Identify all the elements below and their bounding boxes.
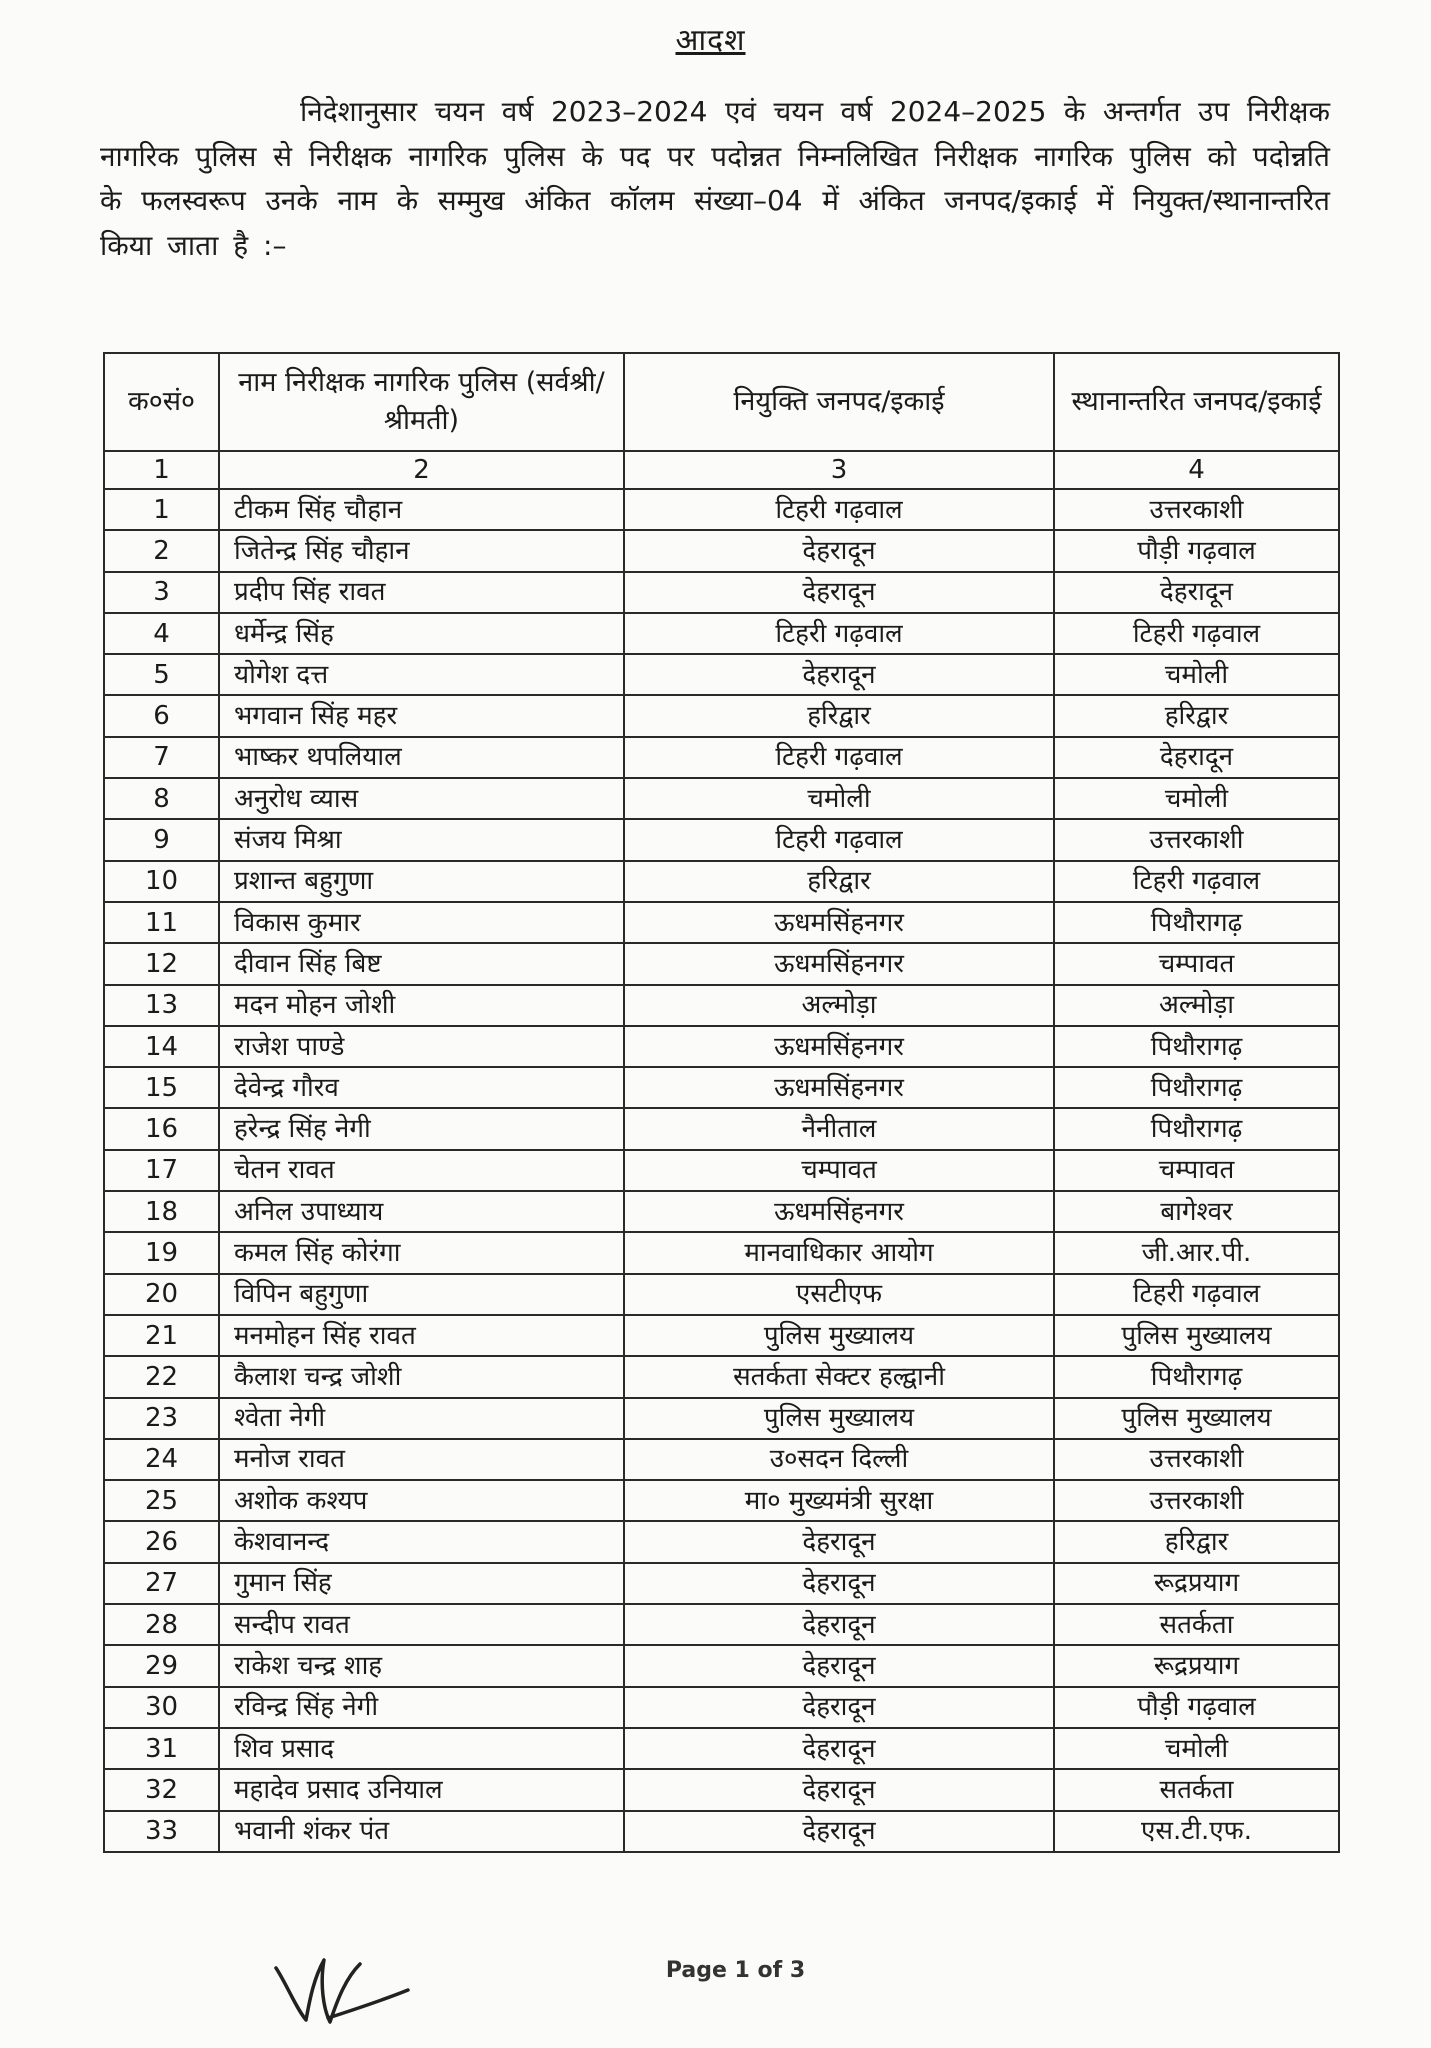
posting-cell: उ०सदन दिल्ली xyxy=(624,1439,1054,1480)
serial-cell: 3 xyxy=(104,572,219,613)
posting-cell: देहरादून xyxy=(624,1521,1054,1562)
serial-cell: 29 xyxy=(104,1645,219,1686)
posting-cell: पुलिस मुख्यालय xyxy=(624,1398,1054,1439)
posting-cell: देहरादून xyxy=(624,572,1054,613)
table-row xyxy=(104,861,1339,902)
name-cell: देवेन्द्र गौरव xyxy=(219,1067,624,1108)
posting-cell: देहरादून xyxy=(624,654,1054,695)
transfer-cell: उत्तरकाशी xyxy=(1054,489,1339,530)
transfer-cell: चमोली xyxy=(1054,654,1339,695)
serial-cell: 12 xyxy=(104,943,219,984)
table-row xyxy=(104,1108,1339,1149)
name-cell: अनुरोध व्यास xyxy=(219,778,624,819)
transfer-cell: सतर्कता xyxy=(1054,1769,1339,1810)
table-header-row xyxy=(104,353,1339,451)
table-row xyxy=(104,530,1339,571)
serial-cell: 13 xyxy=(104,985,219,1026)
column-number: 1 xyxy=(104,451,219,489)
serial-cell: 24 xyxy=(104,1439,219,1480)
posting-cell: ऊधमसिंहनगर xyxy=(624,902,1054,943)
posting-cell: ऊधमसिंहनगर xyxy=(624,943,1054,984)
table-row xyxy=(104,1728,1339,1769)
posting-cell: मानवाधिकार आयोग xyxy=(624,1232,1054,1273)
transfer-cell: रूद्रप्रयाग xyxy=(1054,1563,1339,1604)
transfer-cell: चमोली xyxy=(1054,1728,1339,1769)
serial-cell: 14 xyxy=(104,1026,219,1067)
posting-cell: एसटीएफ xyxy=(624,1274,1054,1315)
column-number-row xyxy=(104,451,1339,489)
name-cell: संजय मिश्रा xyxy=(219,819,624,860)
table-row xyxy=(104,1274,1339,1315)
table-row xyxy=(104,654,1339,695)
transfer-cell: पिथौरागढ़ xyxy=(1054,1067,1339,1108)
name-cell: अशोक कश्यप xyxy=(219,1480,624,1521)
posting-table xyxy=(103,352,1340,1853)
name-cell: जितेन्द्र सिंह चौहान xyxy=(219,530,624,571)
name-cell: मनमोहन सिंह रावत xyxy=(219,1315,624,1356)
posting-cell: हरिद्वार xyxy=(624,695,1054,736)
name-cell: प्रशान्त बहुगुणा xyxy=(219,861,624,902)
transfer-cell: अल्मोड़ा xyxy=(1054,985,1339,1026)
posting-cell: देहरादून xyxy=(624,1769,1054,1810)
serial-cell: 33 xyxy=(104,1811,219,1852)
table-row xyxy=(104,1067,1339,1108)
transfer-cell: हरिद्वार xyxy=(1054,695,1339,736)
serial-cell: 9 xyxy=(104,819,219,860)
serial-cell: 16 xyxy=(104,1108,219,1149)
name-cell: विपिन बहुगुणा xyxy=(219,1274,624,1315)
serial-cell: 10 xyxy=(104,861,219,902)
serial-cell: 19 xyxy=(104,1232,219,1273)
serial-cell: 25 xyxy=(104,1480,219,1521)
order-heading-text: आदश xyxy=(675,23,746,58)
serial-cell: 17 xyxy=(104,1150,219,1191)
table-row xyxy=(104,1150,1339,1191)
serial-cell: 27 xyxy=(104,1563,219,1604)
header-posting: नियुक्ति जनपद/इकाई xyxy=(624,353,1054,451)
posting-cell: टिहरी गढ़वाल xyxy=(624,489,1054,530)
transfer-cell: टिहरी गढ़वाल xyxy=(1054,613,1339,654)
transfer-cell: पिथौरागढ़ xyxy=(1054,1108,1339,1149)
serial-cell: 31 xyxy=(104,1728,219,1769)
posting-cell: टिहरी गढ़वाल xyxy=(624,613,1054,654)
table-body xyxy=(104,489,1339,1852)
name-cell: टीकम सिंह चौहान xyxy=(219,489,624,530)
table-row xyxy=(104,1645,1339,1686)
transfer-cell: हरिद्वार xyxy=(1054,1521,1339,1562)
table-row xyxy=(104,613,1339,654)
serial-cell: 6 xyxy=(104,695,219,736)
posting-cell: हरिद्वार xyxy=(624,861,1054,902)
posting-cell: पुलिस मुख्यालय xyxy=(624,1315,1054,1356)
intro-paragraph xyxy=(100,90,1330,268)
serial-cell: 21 xyxy=(104,1315,219,1356)
intro-text: निदेशानुसार चयन वर्ष 2023–2024 एवं चयन वर्ष 2024–2025 के अन्तर्गत उप निरीक्षक नागरिक पुलिस से निरीक्षक नागरिक पुलिस के पद पर पदोन्नत निम्नलिखित निरीक्षक नागरिक पुलिस को पदोन्नति के फलस्वरूप उनके नाम के सम्मुख अंकित कॉलम संख्या–04 में अंकित जनपद/इकाई में नियुक्त/स्थानान्तरित किया जाता है :– xyxy=(100,95,1330,262)
posting-cell: अल्मोड़ा xyxy=(624,985,1054,1026)
name-cell: महादेव प्रसाद उनियाल xyxy=(219,1769,624,1810)
table-row xyxy=(104,1480,1339,1521)
page-number-text: Page 1 of 3 xyxy=(665,1958,806,1983)
header-transfer: स्थानान्तरित जनपद/इकाई xyxy=(1054,353,1339,451)
serial-cell: 1 xyxy=(104,489,219,530)
transfer-cell: बागेश्वर xyxy=(1054,1191,1339,1232)
order-heading xyxy=(0,18,1431,59)
table-row xyxy=(104,1191,1339,1232)
posting-cell: देहरादून xyxy=(624,1604,1054,1645)
posting-cell: मा० मुख्यमंत्री सुरक्षा xyxy=(624,1480,1054,1521)
transfer-cell: टिहरी गढ़वाल xyxy=(1054,1274,1339,1315)
name-cell: कमल सिंह कोरंगा xyxy=(219,1232,624,1273)
column-number: 3 xyxy=(624,451,1054,489)
name-cell: दीवान सिंह बिष्ट xyxy=(219,943,624,984)
posting-cell: चमोली xyxy=(624,778,1054,819)
name-cell: श्वेता नेगी xyxy=(219,1398,624,1439)
name-cell: भाष्कर थपलियाल xyxy=(219,737,624,778)
table-row xyxy=(104,1026,1339,1067)
header-name: नाम निरीक्षक नागरिक पुलिस (सर्वश्री/श्रीमती) xyxy=(219,353,624,451)
transfer-cell: सतर्कता xyxy=(1054,1604,1339,1645)
serial-cell: 5 xyxy=(104,654,219,695)
table-row xyxy=(104,1398,1339,1439)
transfer-cell: टिहरी गढ़वाल xyxy=(1054,861,1339,902)
name-cell: गुमान सिंह xyxy=(219,1563,624,1604)
transfer-cell: एस.टी.एफ. xyxy=(1054,1811,1339,1852)
transfer-cell: उत्तरकाशी xyxy=(1054,1439,1339,1480)
name-cell: चेतन रावत xyxy=(219,1150,624,1191)
table-row xyxy=(104,1521,1339,1562)
name-cell: प्रदीप सिंह रावत xyxy=(219,572,624,613)
header-serial: क०सं० xyxy=(104,353,219,451)
serial-cell: 26 xyxy=(104,1521,219,1562)
transfer-cell: पिथौरागढ़ xyxy=(1054,1026,1339,1067)
posting-cell: ऊधमसिंहनगर xyxy=(624,1191,1054,1232)
transfer-cell: देहरादून xyxy=(1054,737,1339,778)
serial-cell: 20 xyxy=(104,1274,219,1315)
table-row xyxy=(104,902,1339,943)
signature-mark xyxy=(268,1938,418,2028)
table-row xyxy=(104,819,1339,860)
transfer-cell: उत्तरकाशी xyxy=(1054,1480,1339,1521)
name-cell: शिव प्रसाद xyxy=(219,1728,624,1769)
table-row xyxy=(104,1356,1339,1397)
posting-cell: देहरादून xyxy=(624,530,1054,571)
posting-cell: नैनीताल xyxy=(624,1108,1054,1149)
transfer-cell: चमोली xyxy=(1054,778,1339,819)
serial-cell: 28 xyxy=(104,1604,219,1645)
table-row xyxy=(104,778,1339,819)
name-cell: भवानी शंकर पंत xyxy=(219,1811,624,1852)
name-cell: अनिल उपाध्याय xyxy=(219,1191,624,1232)
name-cell: मनोज रावत xyxy=(219,1439,624,1480)
name-cell: केशवानन्द xyxy=(219,1521,624,1562)
table-row xyxy=(104,489,1339,530)
serial-cell: 4 xyxy=(104,613,219,654)
transfer-cell: चम्पावत xyxy=(1054,1150,1339,1191)
posting-cell: टिहरी गढ़वाल xyxy=(624,737,1054,778)
name-cell: विकास कुमार xyxy=(219,902,624,943)
serial-cell: 22 xyxy=(104,1356,219,1397)
transfer-cell: पिथौरागढ़ xyxy=(1054,1356,1339,1397)
posting-cell: सतर्कता सेक्टर हल्द्वानी xyxy=(624,1356,1054,1397)
table-row xyxy=(104,1769,1339,1810)
name-cell: रविन्द्र सिंह नेगी xyxy=(219,1687,624,1728)
name-cell: धर्मेन्द्र सिंह xyxy=(219,613,624,654)
serial-cell: 15 xyxy=(104,1067,219,1108)
serial-cell: 18 xyxy=(104,1191,219,1232)
serial-cell: 32 xyxy=(104,1769,219,1810)
transfer-cell: देहरादून xyxy=(1054,572,1339,613)
name-cell: राकेश चन्द्र शाह xyxy=(219,1645,624,1686)
table-row xyxy=(104,1604,1339,1645)
page-number xyxy=(0,1958,1431,1983)
name-cell: भगवान सिंह महर xyxy=(219,695,624,736)
table-row xyxy=(104,572,1339,613)
transfer-cell: जी.आर.पी. xyxy=(1054,1232,1339,1273)
transfer-cell: रूद्रप्रयाग xyxy=(1054,1645,1339,1686)
name-cell: हरेन्द्र सिंह नेगी xyxy=(219,1108,624,1149)
transfer-cell: चम्पावत xyxy=(1054,943,1339,984)
name-cell: राजेश पाण्डे xyxy=(219,1026,624,1067)
posting-cell: टिहरी गढ़वाल xyxy=(624,819,1054,860)
transfer-cell: पिथौरागढ़ xyxy=(1054,902,1339,943)
name-cell: योगेश दत्त xyxy=(219,654,624,695)
serial-cell: 11 xyxy=(104,902,219,943)
posting-cell: ऊधमसिंहनगर xyxy=(624,1067,1054,1108)
transfer-cell: पुलिस मुख्यालय xyxy=(1054,1315,1339,1356)
table-row xyxy=(104,1232,1339,1273)
column-number: 2 xyxy=(219,451,624,489)
serial-cell: 7 xyxy=(104,737,219,778)
posting-cell: देहरादून xyxy=(624,1563,1054,1604)
posting-cell: देहरादून xyxy=(624,1645,1054,1686)
table-row xyxy=(104,985,1339,1026)
serial-cell: 23 xyxy=(104,1398,219,1439)
table-row xyxy=(104,1687,1339,1728)
name-cell: कैलाश चन्द्र जोशी xyxy=(219,1356,624,1397)
serial-cell: 30 xyxy=(104,1687,219,1728)
transfer-cell: पौड़ी गढ़वाल xyxy=(1054,1687,1339,1728)
table-row xyxy=(104,737,1339,778)
table-row xyxy=(104,695,1339,736)
posting-cell: चम्पावत xyxy=(624,1150,1054,1191)
serial-cell: 2 xyxy=(104,530,219,571)
table-row xyxy=(104,1563,1339,1604)
serial-cell: 8 xyxy=(104,778,219,819)
table-row xyxy=(104,943,1339,984)
posting-cell: देहरादून xyxy=(624,1687,1054,1728)
transfer-cell: पौड़ी गढ़वाल xyxy=(1054,530,1339,571)
table-row xyxy=(104,1315,1339,1356)
name-cell: सन्दीप रावत xyxy=(219,1604,624,1645)
transfer-cell: उत्तरकाशी xyxy=(1054,819,1339,860)
name-cell: मदन मोहन जोशी xyxy=(219,985,624,1026)
table-row xyxy=(104,1811,1339,1852)
transfer-cell: पुलिस मुख्यालय xyxy=(1054,1398,1339,1439)
posting-cell: देहरादून xyxy=(624,1728,1054,1769)
table-row xyxy=(104,1439,1339,1480)
posting-cell: ऊधमसिंहनगर xyxy=(624,1026,1054,1067)
posting-cell: देहरादून xyxy=(624,1811,1054,1852)
column-number: 4 xyxy=(1054,451,1339,489)
